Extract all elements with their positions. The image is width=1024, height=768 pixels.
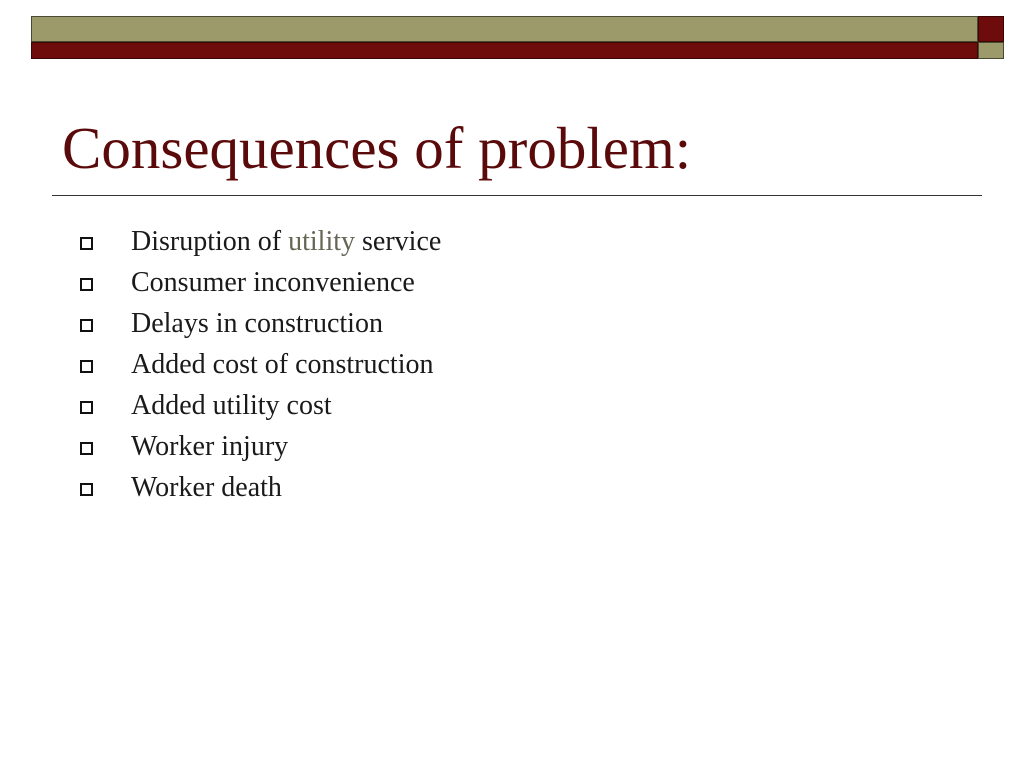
header-bar-maroon-band xyxy=(31,42,978,59)
corner-olive-square xyxy=(978,42,1004,59)
header-bar-olive-band xyxy=(31,16,978,42)
bullet-text: Worker death xyxy=(131,472,282,503)
slide-title: Consequences of problem: xyxy=(62,115,692,181)
hollow-square-bullet-icon xyxy=(80,442,93,455)
bullet-text: Added cost of construction xyxy=(131,349,434,380)
bullet-text: Delays in construction xyxy=(131,308,383,339)
bullet-text-part: Disruption of xyxy=(131,226,289,257)
bullet-text: Consumer inconvenience xyxy=(131,267,415,298)
bullet-text: Added utility cost xyxy=(131,390,332,421)
hollow-square-bullet-icon xyxy=(80,401,93,414)
hollow-square-bullet-icon xyxy=(80,360,93,373)
bullet-text xyxy=(131,221,441,262)
bullet-text-part: service xyxy=(355,226,442,257)
hollow-square-bullet-icon xyxy=(80,278,93,291)
title-divider xyxy=(52,195,982,196)
corner-maroon-square xyxy=(978,16,1004,42)
hollow-square-bullet-icon xyxy=(80,237,93,250)
bullet-text: Worker injury xyxy=(131,431,289,462)
bullet-text-highlight: utility xyxy=(288,226,356,257)
hollow-square-bullet-icon xyxy=(80,319,93,332)
header-bar xyxy=(31,16,978,59)
hollow-square-bullet-icon xyxy=(80,483,93,496)
